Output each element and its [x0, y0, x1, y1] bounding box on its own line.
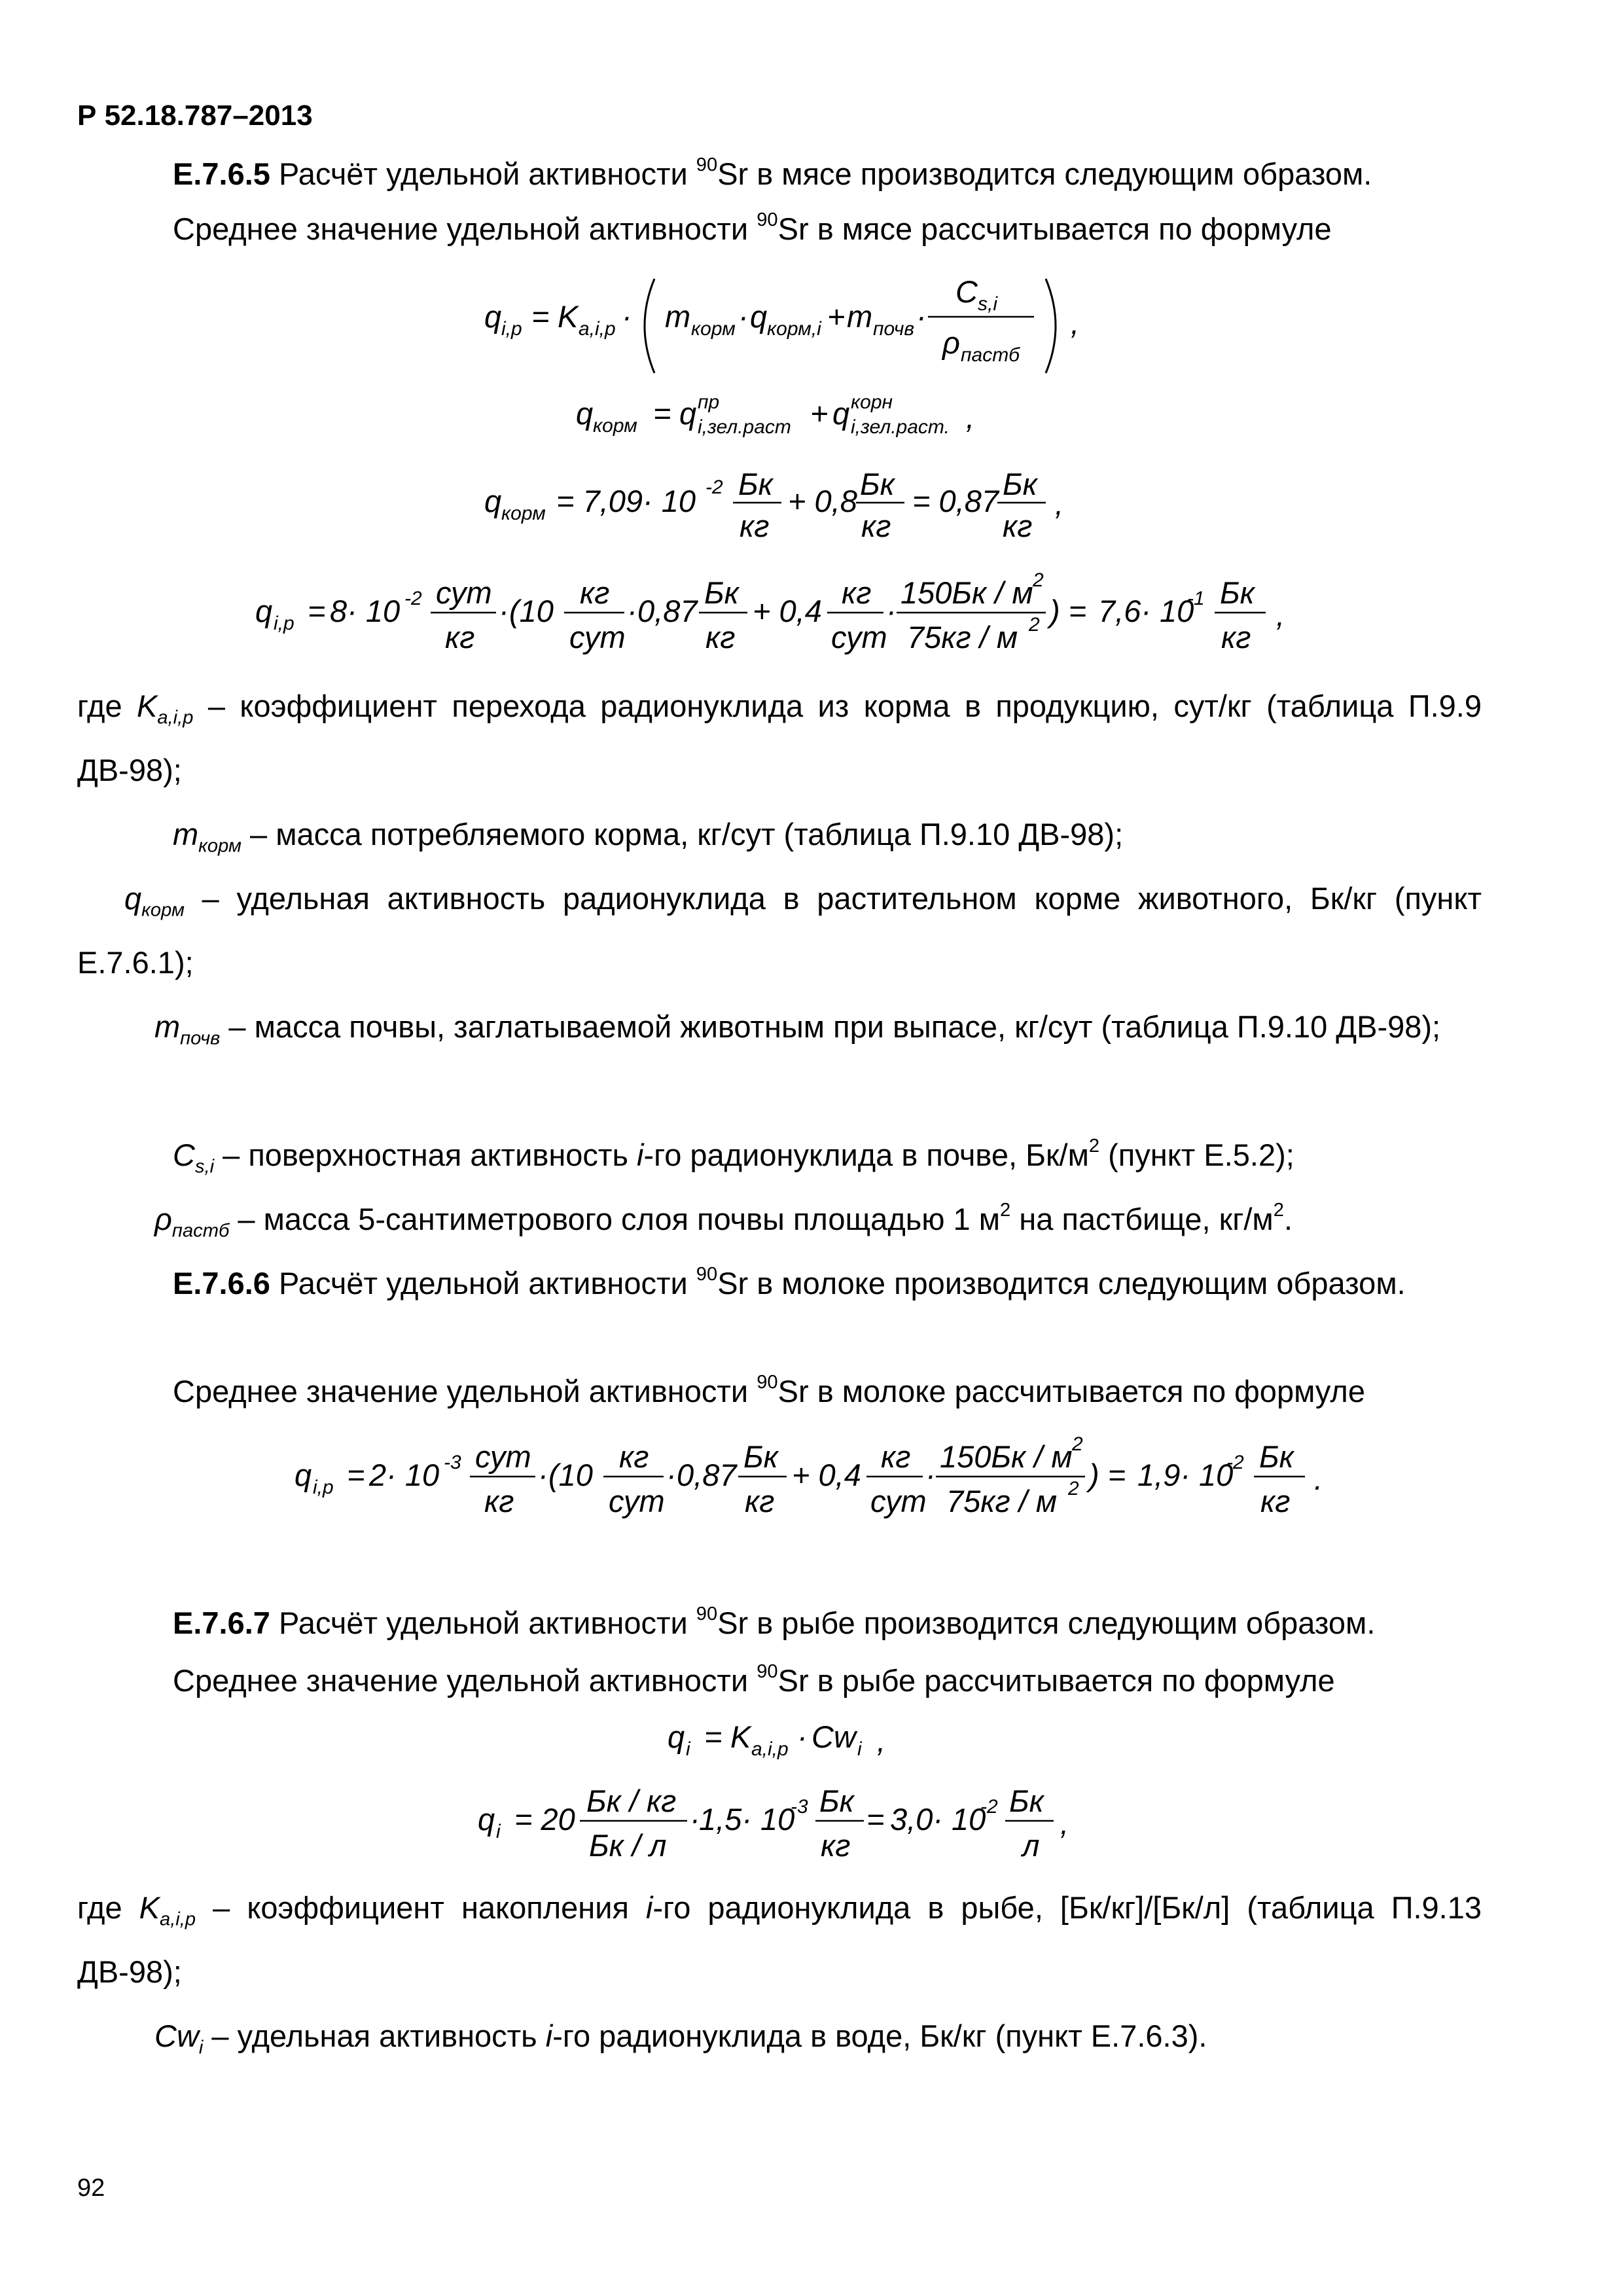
svg-text:·: · — [925, 1458, 936, 1492]
svg-text:=: = — [704, 1719, 722, 1754]
svg-text:·: · — [538, 1458, 548, 1492]
svg-text:q: q — [484, 299, 502, 334]
definition-m-soil: $m_{почв}$ – масса почвы, заглатываемой животным при выпасе, кг/сут (таблица П.9.10 ДВ-98); — [154, 1009, 1441, 1049]
svg-text:,: , — [1060, 1806, 1069, 1840]
svg-text:Бк: Бк — [738, 467, 773, 501]
svg-text:сут: сут — [831, 620, 887, 655]
svg-text:) =: ) = — [1089, 1458, 1126, 1492]
svg-text:-3: -3 — [444, 1452, 461, 1473]
svg-text:150Бк / м: 150Бк / м — [940, 1439, 1073, 1474]
svg-text:+ 0,4: + 0,4 — [753, 594, 822, 628]
svg-text:2: 2 — [1033, 569, 1044, 591]
svg-text:q: q — [668, 1719, 685, 1754]
svg-text:кг: кг — [1003, 509, 1033, 543]
section-e765-title: Е.7.6.5 Расчёт удельной активности $^{90}$Sr в мясе производится следующим образом. — [173, 154, 1372, 191]
svg-text:2: 2 — [1072, 1433, 1083, 1455]
svg-text:·: · — [627, 594, 637, 628]
svg-text:75кг / м: 75кг / м — [907, 620, 1018, 655]
svg-text:сут: сут — [569, 620, 626, 655]
svg-text:·: · — [666, 1458, 677, 1492]
svg-text:150Бк / м: 150Бк / м — [901, 575, 1033, 610]
svg-text:8· 10: 8· 10 — [330, 594, 401, 628]
svg-text:ρ: ρ — [942, 325, 960, 360]
svg-text:кг: кг — [861, 509, 891, 543]
svg-text:кг: кг — [740, 509, 770, 543]
svg-text:кг: кг — [1221, 620, 1251, 655]
svg-text:Бк / кг: Бк / кг — [586, 1784, 677, 1818]
svg-text:m: m — [665, 299, 691, 334]
svg-text:+ 0,4: + 0,4 — [792, 1458, 861, 1492]
section-e765-intro: Среднее значение удельной активности $^{90}$Sr в мясе рассчитывается по формуле — [173, 209, 1332, 246]
svg-text:q: q — [679, 396, 697, 431]
svg-text:q: q — [294, 1458, 312, 1492]
svg-text:Бк: Бк — [819, 1784, 854, 1818]
svg-text:сут: сут — [436, 575, 492, 610]
svg-text:кг: кг — [445, 620, 475, 655]
svg-text:·: · — [690, 1802, 700, 1837]
svg-text:i,p: i,p — [501, 318, 522, 340]
svg-text:s,i: s,i — [978, 293, 997, 315]
formula-fish-general — [668, 1708, 942, 1767]
svg-text:=: = — [653, 396, 671, 431]
svg-text:Бк: Бк — [860, 467, 895, 501]
svg-text:Бк: Бк — [743, 1439, 778, 1474]
svg-text:=: = — [866, 1802, 885, 1837]
svg-text:кг: кг — [705, 620, 736, 655]
svg-text:+ 0,8: + 0,8 — [788, 484, 857, 518]
svg-text:i,зел.раст: i,зел.раст — [698, 416, 791, 438]
svg-text:Бк: Бк — [1220, 575, 1255, 610]
svg-text:Бк: Бк — [704, 575, 739, 610]
svg-text:= 7,09· 10: = 7,09· 10 — [556, 484, 696, 518]
svg-text:a,i,p: a,i,p — [751, 1738, 789, 1760]
svg-text:2: 2 — [1029, 614, 1040, 636]
formula-meat-value — [249, 563, 1322, 668]
svg-text:q: q — [576, 396, 594, 431]
svg-text:Бк: Бк — [1003, 467, 1037, 501]
svg-text:a,i,p: a,i,p — [579, 318, 616, 340]
svg-text:корм: корм — [501, 503, 546, 524]
svg-text:·: · — [886, 594, 897, 628]
definition-k-transfer: где $K_{a,i,p}$ – коэффициент перехода радионуклида из корма в продукцию, сут/кг (таблица П.9.9 ДВ-98); — [77, 689, 1482, 787]
svg-text:пастб: пастб — [961, 344, 1020, 366]
svg-text:2· 10: 2· 10 — [369, 1458, 440, 1492]
svg-text:-2: -2 — [404, 588, 422, 609]
svg-text:i: i — [857, 1738, 862, 1760]
section-e767-intro: Среднее значение удельной активности $^{90}$Sr в рыбе рассчитывается по формуле — [173, 1660, 1335, 1698]
svg-text:сут: сут — [475, 1439, 531, 1474]
svg-text:л: л — [1022, 1828, 1040, 1863]
svg-text:i: i — [496, 1821, 501, 1842]
definition-k-accumulation: где $K_{a,i,p}$ – коэффициент накопления i-го радионуклида в рыбе, [Бк/кг]/[Бк/л] (таблица П.9.13 ДВ-98); — [77, 1890, 1482, 1989]
svg-text:K: K — [558, 299, 579, 334]
svg-text:корм: корм — [691, 318, 736, 340]
svg-text:m: m — [847, 299, 873, 334]
svg-text:1,9· 10: 1,9· 10 — [1137, 1458, 1234, 1492]
svg-text:-3: -3 — [791, 1796, 808, 1818]
svg-text:кг: кг — [821, 1828, 851, 1863]
svg-text:кг: кг — [1260, 1484, 1291, 1518]
svg-text:Бк: Бк — [1259, 1439, 1294, 1474]
svg-text:Cw: Cw — [812, 1719, 856, 1754]
svg-text:q: q — [478, 1802, 495, 1837]
svg-text:= 20: = 20 — [514, 1802, 575, 1837]
formula-fish-value — [471, 1774, 1126, 1872]
svg-text:·: · — [738, 299, 749, 334]
svg-text:i,зел.раст.: i,зел.раст. — [851, 416, 950, 438]
svg-text:Бк / л: Бк / л — [589, 1828, 667, 1863]
svg-text:сут: сут — [870, 1484, 927, 1518]
document-header: Р 52.18.787–2013 — [77, 99, 313, 132]
formula-feed-sum — [576, 385, 1060, 450]
svg-text:корн: корн — [851, 391, 893, 413]
svg-text:+: + — [827, 299, 846, 334]
definition-cw-water: $Cw_i$ – удельная активность i-го радионуклида в воде, Бк/кг (пункт Е.7.6.3). — [154, 2018, 1207, 2058]
svg-text:K: K — [730, 1719, 751, 1754]
svg-text:=: = — [347, 1458, 365, 1492]
svg-text:-2: -2 — [980, 1796, 998, 1818]
svg-text:-2: -2 — [1226, 1452, 1244, 1473]
svg-text:i: i — [686, 1738, 690, 1760]
formula-feed-value — [484, 458, 1086, 550]
svg-text:C: C — [955, 274, 978, 309]
svg-text:i,p: i,p — [313, 1477, 334, 1498]
svg-text:кг: кг — [881, 1439, 911, 1474]
svg-text:-1: -1 — [1187, 588, 1205, 609]
svg-text:,: , — [966, 400, 975, 435]
svg-text:3,0· 10: 3,0· 10 — [890, 1802, 986, 1837]
svg-text:q: q — [255, 594, 273, 628]
svg-text:кг: кг — [619, 1439, 649, 1474]
svg-text:сут: сут — [609, 1484, 665, 1518]
section-e766-title: Е.7.6.6 Расчёт удельной активности $^{90}$Sr в молоке производится следующим образом. — [173, 1263, 1406, 1300]
formula-meat-general — [458, 262, 1113, 380]
svg-text:7,6· 10: 7,6· 10 — [1098, 594, 1194, 628]
svg-text:(10: (10 — [509, 594, 554, 628]
svg-text:i,p: i,p — [274, 613, 294, 634]
svg-text:-2: -2 — [705, 476, 723, 498]
svg-text:0,87: 0,87 — [677, 1458, 737, 1492]
svg-text:почв: почв — [873, 318, 915, 340]
svg-text:=: = — [308, 594, 326, 628]
svg-text:=: = — [531, 299, 550, 334]
svg-text:·: · — [916, 299, 927, 334]
svg-text:Бк: Бк — [1009, 1784, 1044, 1818]
svg-text:.: . — [1314, 1462, 1323, 1496]
svg-text:= 0,87: = 0,87 — [912, 484, 999, 518]
section-e766-intro: Среднее значение удельной активности $^{90}$Sr в молоке рассчитывается по формуле — [173, 1371, 1365, 1408]
svg-text:·: · — [622, 299, 632, 334]
svg-text:,: , — [1071, 306, 1080, 340]
svg-text:корм,i: корм,i — [767, 318, 821, 340]
svg-text:·: · — [797, 1719, 808, 1754]
section-e767-title: Е.7.6.7 Расчёт удельной активности $^{90}$Sr в рыбе производится следующим образом. — [173, 1603, 1376, 1640]
svg-text:кг: кг — [580, 575, 610, 610]
definition-m-feed: $m_{корм}$ – масса потребляемого корма, кг/сут (таблица П.9.10 ДВ-98); — [173, 817, 1124, 857]
svg-text:q: q — [750, 299, 768, 334]
svg-text:0,87: 0,87 — [637, 594, 698, 628]
svg-text:(10: (10 — [548, 1458, 593, 1492]
svg-text:75кг / м: 75кг / м — [946, 1484, 1058, 1518]
svg-text:пр: пр — [698, 391, 720, 413]
definition-c-surface: $C_{s,i}$ – поверхностная активность i-го радионуклида в почве, $Бк/м^2$ (пункт Е.5.2); — [173, 1135, 1294, 1177]
svg-text:·: · — [499, 594, 509, 628]
svg-text:q: q — [832, 396, 850, 431]
svg-text:q: q — [484, 484, 502, 518]
svg-text:корм: корм — [593, 415, 637, 437]
svg-text:+: + — [810, 396, 829, 431]
definition-rho-pasture: $\rho_{пастб}$ – масса 5-сантиметрового слоя почвы площадью 1 $м^2$ на пастбище, $кг/м^2$. — [154, 1199, 1293, 1242]
svg-text:,: , — [1055, 486, 1064, 521]
definition-q-feed: $q_{корм}$ – удельная активность радионуклида в растительном корме животного, Бк/кг (пункт Е.7.6.1); — [77, 881, 1482, 980]
svg-text:) =: ) = — [1050, 594, 1087, 628]
svg-text:кг: кг — [484, 1484, 514, 1518]
svg-text:кг: кг — [842, 575, 872, 610]
svg-text:,: , — [877, 1723, 886, 1758]
svg-text:2: 2 — [1068, 1478, 1079, 1499]
svg-text:,: , — [1276, 598, 1285, 632]
page-number: 92 — [77, 2174, 105, 2202]
formula-milk-value — [288, 1427, 1361, 1532]
svg-text:кг: кг — [745, 1484, 775, 1518]
svg-text:1,5· 10: 1,5· 10 — [699, 1802, 795, 1837]
